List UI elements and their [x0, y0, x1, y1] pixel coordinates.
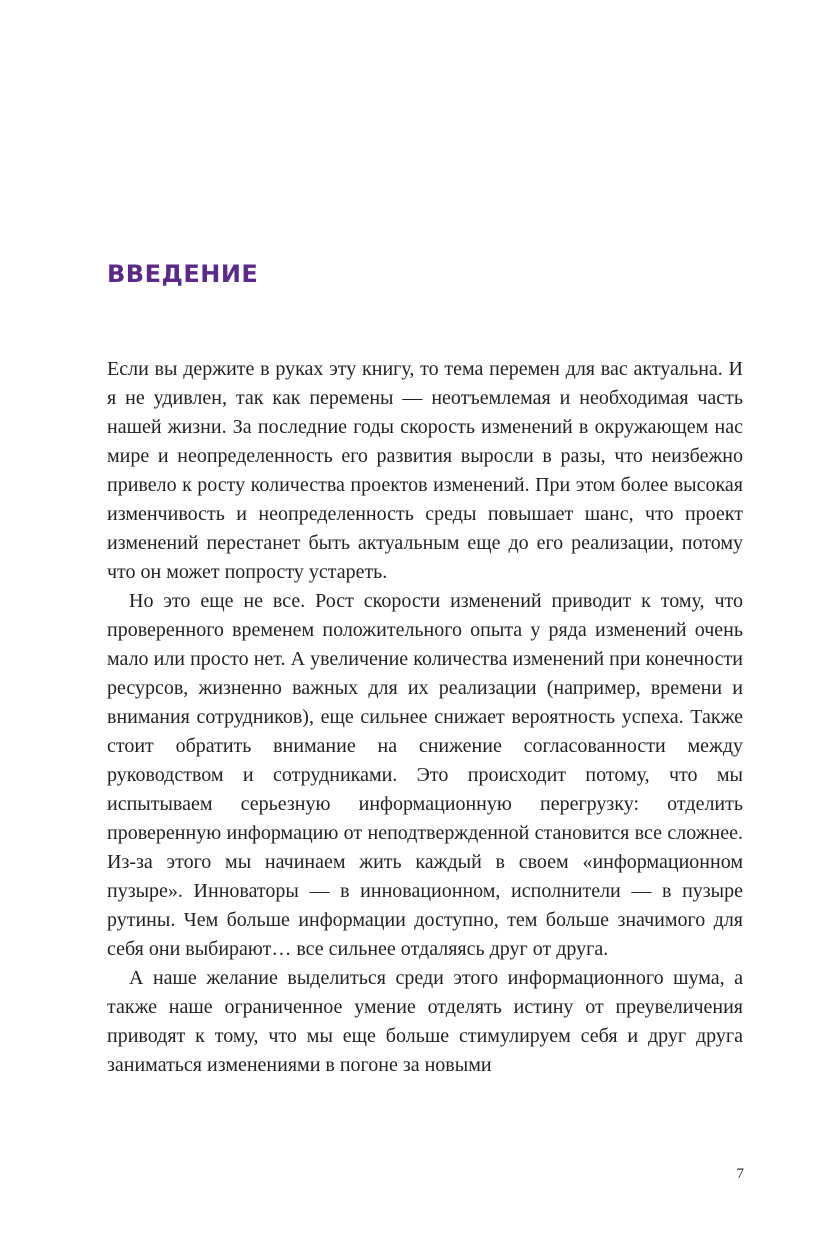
- paragraph-2: Но это еще не все. Рост скорости изменений приводит к тому, что проверенного временем положительного опыта у ряда изменений очень мало или просто нет. А увеличение количества изменений при конечности ресурсов, жизненно важных для их реализации (например, времени и внимания сотрудников), еще сильнее снижает вероятность успеха. Также стоит обратить внимание на снижение согласованности между руководством и сотрудниками. Это происходит потому, что мы испытываем серьезную информационную перегрузку: отделить проверенную информацию от неподтвержденной становится все сложнее. Из-за этого мы начинаем жить каждый в своем «информационном пузыре». Инноваторы — в инновационном, исполнители — в пузыре рутины. Чем больше информации доступно, тем больше значимого для себя они выбирают… все сильнее отдаляясь друг от друга.: [107, 590, 743, 960]
- page-number: 7: [736, 1166, 744, 1182]
- paragraph-3: А наше желание выделиться среди этого информационного шума, а также наше ограниченное умение отделять истину от преувеличения приводят к тому, что мы еще больше стимулируем себя и друг друга заниматься изменениями в погоне за новыми: [107, 967, 743, 1076]
- paragraph-1: Если вы держите в руках эту книгу, то тема перемен для вас актуальна. И я не удивлен, так как перемены — неотъемлемая и необходимая часть нашей жизни. За последние годы скорость изменений в окружающем нас мире и неопределенность его развития выросли в разы, что неизбежно привело к росту количества проектов изменений. При этом более высокая изменчивость и неопределенность среды повышает шанс, что проект изменений перестанет быть актуальным еще до его реализации, потому что он может попросту устареть.: [107, 358, 743, 583]
- chapter-title: ВВЕДЕНИЕ: [107, 260, 259, 288]
- body-text: [107, 355, 743, 1080]
